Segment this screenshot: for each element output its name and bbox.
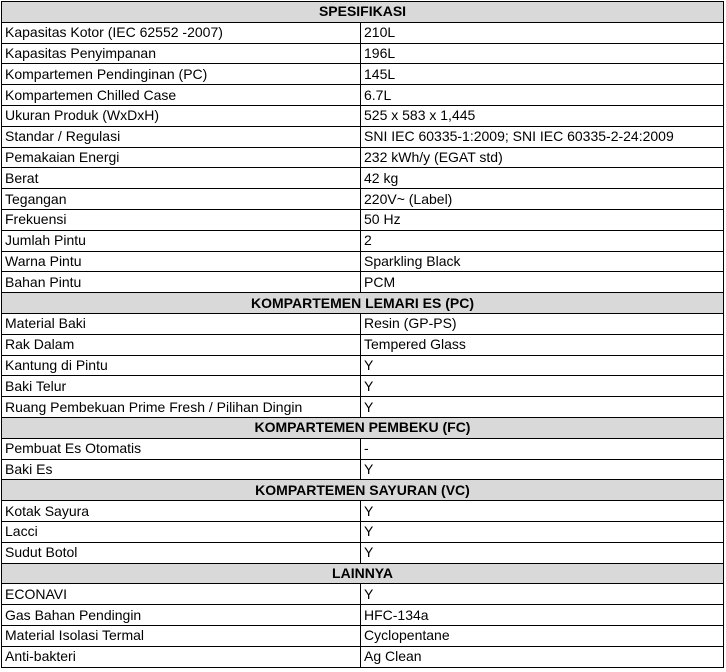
section-title: KOMPARTEMEN SAYURAN (VC) [2, 480, 724, 501]
spec-label: Warna Pintu [2, 251, 361, 272]
spec-value: 220V~ (Label) [361, 189, 724, 210]
spec-value: Sparkling Black [361, 251, 724, 272]
spec-label: Jumlah Pintu [2, 230, 361, 251]
spec-label: Frekuensi [2, 209, 361, 230]
table-row [2, 646, 724, 667]
table-row [2, 605, 724, 626]
table-row [2, 521, 724, 542]
spec-value: SNI IEC 60335-1:2009; SNI IEC 60335-2-24:2009 [361, 126, 724, 147]
table-row [2, 313, 724, 334]
spec-label: Kapasitas Kotor (IEC 62552 -2007) [2, 22, 361, 43]
table-row [2, 147, 724, 168]
spec-value: Y [361, 521, 724, 542]
section-header-row [2, 417, 724, 438]
spec-value: Resin (GP-PS) [361, 313, 724, 334]
spec-value: - [361, 438, 724, 459]
spec-value: 145L [361, 64, 724, 85]
table-row [2, 85, 724, 106]
table-row [2, 189, 724, 210]
spec-value: Y [361, 542, 724, 563]
spec-label: Pemakaian Energi [2, 147, 361, 168]
spec-value: 196L [361, 43, 724, 64]
spec-value: Tempered Glass [361, 334, 724, 355]
spec-label: Kotak Sayura [2, 501, 361, 522]
spec-label: Kompartemen Pendinginan (PC) [2, 64, 361, 85]
table-row [2, 43, 724, 64]
spec-label: Kapasitas Penyimpanan [2, 43, 361, 64]
spec-value: 232 kWh/y (EGAT std) [361, 147, 724, 168]
table-row [2, 230, 724, 251]
spec-value: Y [361, 584, 724, 605]
spec-value: Y [361, 459, 724, 480]
spec-label: Ruang Pembekuan Prime Fresh / Pilihan Dingin [2, 397, 361, 418]
spec-label: Pembuat Es Otomatis [2, 438, 361, 459]
table-row [2, 501, 724, 522]
spec-label: Anti-bakteri [2, 646, 361, 667]
spec-label: Ukuran Produk (WxDxH) [2, 105, 361, 126]
spec-value: Ag Clean [361, 646, 724, 667]
spec-value: PCM [361, 272, 724, 293]
spec-value: Y [361, 501, 724, 522]
table-row [2, 438, 724, 459]
table-row [2, 355, 724, 376]
spec-label: Sudut Botol [2, 542, 361, 563]
table-row [2, 542, 724, 563]
section-title: KOMPARTEMEN PEMBEKU (FC) [2, 417, 724, 438]
table-row [2, 584, 724, 605]
spec-value: 210L [361, 22, 724, 43]
spec-label: Kompartemen Chilled Case [2, 85, 361, 106]
spec-value: Y [361, 355, 724, 376]
spec-label: ECONAVI [2, 584, 361, 605]
table-row [2, 22, 724, 43]
section-header-row [2, 293, 724, 314]
specification-table-body [2, 2, 724, 668]
section-header-row [2, 563, 724, 584]
spec-label: Baki Es [2, 459, 361, 480]
spec-value: Y [361, 397, 724, 418]
table-row [2, 625, 724, 646]
spec-label: Rak Dalam [2, 334, 361, 355]
table-row [2, 397, 724, 418]
spec-label: Lacci [2, 521, 361, 542]
spec-label: Material Baki [2, 313, 361, 334]
spec-value: Cyclopentane [361, 625, 724, 646]
section-title: LAINNYA [2, 563, 724, 584]
spec-value: 2 [361, 230, 724, 251]
spec-label: Berat [2, 168, 361, 189]
table-row [2, 334, 724, 355]
table-row [2, 376, 724, 397]
section-header-row [2, 2, 724, 23]
spec-label: Baki Telur [2, 376, 361, 397]
spec-value: 525 x 583 x 1,445 [361, 105, 724, 126]
table-row [2, 168, 724, 189]
spec-label: Bahan Pintu [2, 272, 361, 293]
spec-value: Y [361, 376, 724, 397]
spec-label: Gas Bahan Pendingin [2, 605, 361, 626]
section-title: KOMPARTEMEN LEMARI ES (PC) [2, 293, 724, 314]
spec-label: Material Isolasi Termal [2, 625, 361, 646]
specification-table [1, 1, 724, 668]
spec-label: Kantung di Pintu [2, 355, 361, 376]
table-row [2, 209, 724, 230]
table-row [2, 126, 724, 147]
spec-label: Tegangan [2, 189, 361, 210]
section-title: SPESIFIKASI [2, 2, 724, 23]
table-row [2, 272, 724, 293]
section-header-row [2, 480, 724, 501]
table-row [2, 459, 724, 480]
spec-value: 50 Hz [361, 209, 724, 230]
spec-value: 6.7L [361, 85, 724, 106]
table-row [2, 251, 724, 272]
spec-value: HFC-134a [361, 605, 724, 626]
table-row [2, 64, 724, 85]
spec-label: Standar / Regulasi [2, 126, 361, 147]
table-row [2, 105, 724, 126]
spec-value: 42 kg [361, 168, 724, 189]
